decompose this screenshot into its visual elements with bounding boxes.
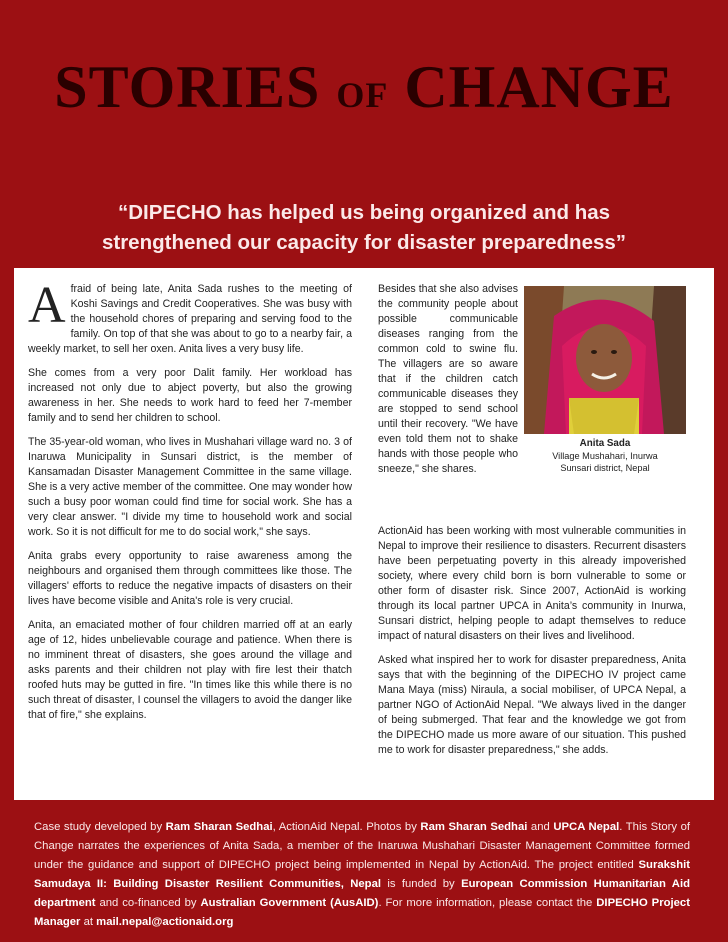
footer-text-2: , ActionAid Nepal. Photos by <box>272 821 421 833</box>
footer-cofunder: Australian Government (AusAID) <box>200 897 379 909</box>
left-paragraph-5: Anita, an emaciated mother of four children married off at an early age of 12, hides unbelievable courage and patience. When there is no imminent threat of disasters, she goes around the village and asks parents and their children not play with fire lest their thatch roofed huts may be gutted in fire. "In times like this while there is no such threat of disaster, I counsel the villagers to avoid the danger like that of fire," she explains. <box>28 619 352 721</box>
footer-photo-org: UPCA Nepal <box>553 821 620 833</box>
left-column <box>28 277 352 732</box>
portrait-image <box>524 286 686 434</box>
footer-text-1: Case study developed by <box>34 821 166 833</box>
footer-text-7: . For more information, please contact the <box>378 897 597 909</box>
footer-text-3: and <box>527 821 554 833</box>
footer-photographer: Ram Sharan Sedhai <box>420 821 528 833</box>
page-frame-left <box>0 268 14 942</box>
portrait-photo <box>524 286 686 434</box>
footer-text-8: at <box>80 916 97 928</box>
drop-cap: A <box>28 277 66 334</box>
footer-text-6: and co-financed by <box>95 897 201 909</box>
photo-caption <box>524 438 686 474</box>
pull-quote-line2: strengthened our capacity for disaster preparedness” <box>101 231 627 254</box>
left-paragraph-3: The 35-year-old woman, who lives in Mushahari village ward no. 3 of Inaruwa Municipality in Sunsari district, is the member of Kansamadan Disaster Management Committee in the same village. She is a very active member of the committee. One may wonder how such a busy poor woman could find time for social work. She has a very clear answer. "I divide my time to household work and social work. So it is not difficult for me to do social work," she says. <box>28 436 352 538</box>
footer-contact-email[interactable]: mail.nepal@actionaid.org <box>96 916 234 928</box>
footer-credits <box>34 818 690 932</box>
title-word-change: CHANGE <box>404 54 674 120</box>
right-paragraph-2: ActionAid has been working with most vulnerable communities in Nepal to improve their resilience to disasters. Recurrent disasters have been perpetuating poverty in this already impoverished society, where every child born is born vulnerable to some or other form of disaster risk. Since 2007, ActionAid is working through its local partner UPCA in Anita’s community in Inurwa, Sunsari district, helping people to adapt themselves to reduce impact of natural disasters on their lives and livelihood. <box>378 525 686 642</box>
left-paragraph-1-text: fraid of being late, Anita Sada rushes to the meeting of Koshi Savings and Credit Cooperatives. She was busy with the household chores of preparing and serving food to the family. On top of that she was about to go to a nearby fair, a weekly market, to sell her oxen. Anita lives a very busy life. <box>28 283 352 355</box>
right-column-bottom <box>378 524 686 767</box>
right-column-top <box>378 282 518 486</box>
footer-funder: European Commission Humanitarian Aid department <box>34 878 691 909</box>
right-paragraph-1: Besides that she also advises the community people about possible communicable diseases ranging from the common cold to swine flu. The villagers are so aware that if the children catch communicable diseases they are stopped to send school until their recovery. "We have even told them not to shake hands with those people who sneeze," she shares. <box>378 283 518 475</box>
footer-project-title: Surakshit Samudaya II: Building Disaster Resilient Communities, Nepal <box>34 859 690 890</box>
caption-line2: Sunsari district, Nepal <box>560 463 650 473</box>
caption-line1: Village Mushahari, Inurwa <box>552 451 658 461</box>
footer-text-4: . This Story of Change narrates the experiences of Anita Sada, a member of the Inaruwa Mushahari Disaster Management Committee formed under the guidance and support of DIPECHO project being implemented in Nepal by ActionAid. The project entitled <box>34 821 691 871</box>
left-paragraph-1 <box>28 277 352 357</box>
left-paragraph-2: She comes from a very poor Dalit family. Her workload has increased not only due to abject poverty, but also the growing awareness in her. She needs to work hard to feed her 7-member family and to send her children to school. <box>28 367 352 424</box>
footer-contact-role: DIPECHO Project Manager <box>34 897 690 928</box>
title-word-stories: STORIES <box>54 54 321 120</box>
footer-author: Ram Sharan Sedhai <box>165 821 273 833</box>
pull-quote <box>30 198 698 258</box>
page-title <box>0 52 728 130</box>
footer-text-5: is funded by <box>381 878 462 890</box>
right-paragraph-3: Asked what inspired her to work for disaster preparedness, Anita says that with the beginning of the DIPECHO IV project came Mana Maya (miss) Niraula, a social mobiliser, of UPCA Nepal, a partner NGO of ActionAid Nepal. "We always lived in the danger of being submerged. That fear and the knowledge we got from the DIPECHO made us more aware of our situation. This pushed me to work for disaster preparedness," she adds. <box>378 654 686 756</box>
page-frame-right <box>714 268 728 942</box>
caption-name: Anita Sada <box>579 438 631 449</box>
pull-quote-line1: “DIPECHO has helped us being organized and has <box>117 201 611 224</box>
title-word-of: OF <box>336 75 389 115</box>
left-paragraph-4: Anita grabs every opportunity to raise awareness among the neighbours and organised them through committees like those. The villagers' efforts to reduce the negative impacts of disasters on their lives have become visible and Anita's role is very crucial. <box>28 550 352 607</box>
